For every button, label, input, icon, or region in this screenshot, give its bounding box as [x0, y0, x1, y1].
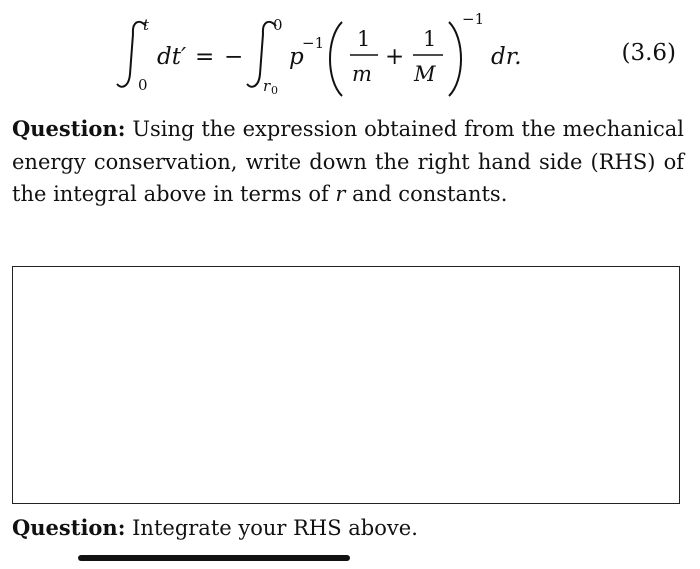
question-1-text-end: and constants. — [345, 182, 508, 206]
lhs-integrand: dt′ — [157, 44, 187, 70]
outer-exponent: −1 — [462, 10, 485, 28]
integral-sign-rhs — [247, 22, 276, 87]
frac2-denominator: M — [414, 62, 436, 86]
question-1-text: Using the expression obtained from the mechanical energy conservation, write down the right hand side (RHS) of the integral above in terms of — [12, 117, 684, 206]
rhs-lower-limit-sub: 0 — [271, 84, 278, 97]
lhs-upper-limit: t — [143, 16, 150, 34]
home-indicator-bar[interactable] — [78, 555, 350, 561]
differential-dr: dr. — [491, 44, 522, 70]
question-1-label: Question: — [12, 116, 126, 141]
right-paren — [449, 22, 461, 96]
left-paren — [330, 22, 342, 96]
lhs-lower-limit: 0 — [138, 76, 148, 94]
frac1-denominator: m — [352, 62, 372, 86]
question-2-text: Integrate your RHS above. — [125, 516, 418, 540]
question-2 — [12, 515, 418, 540]
question-2-label: Question: — [12, 515, 126, 540]
equals-sign: = — [195, 44, 215, 70]
p-exponent: −1 — [302, 34, 325, 52]
answer-box[interactable] — [12, 266, 680, 504]
plus-sign: + — [385, 44, 405, 70]
variable-r: r — [335, 182, 346, 206]
minus-sign: − — [224, 44, 244, 70]
question-1 — [12, 113, 684, 211]
p-symbol: p — [289, 44, 304, 70]
rhs-upper-limit: 0 — [273, 16, 283, 34]
equation-number: (3.6) — [621, 40, 676, 66]
rhs-lower-limit: r — [263, 77, 271, 95]
frac1-numerator: 1 — [357, 27, 371, 51]
equation-3-6 — [0, 0, 700, 110]
frac2-numerator: 1 — [423, 27, 437, 51]
